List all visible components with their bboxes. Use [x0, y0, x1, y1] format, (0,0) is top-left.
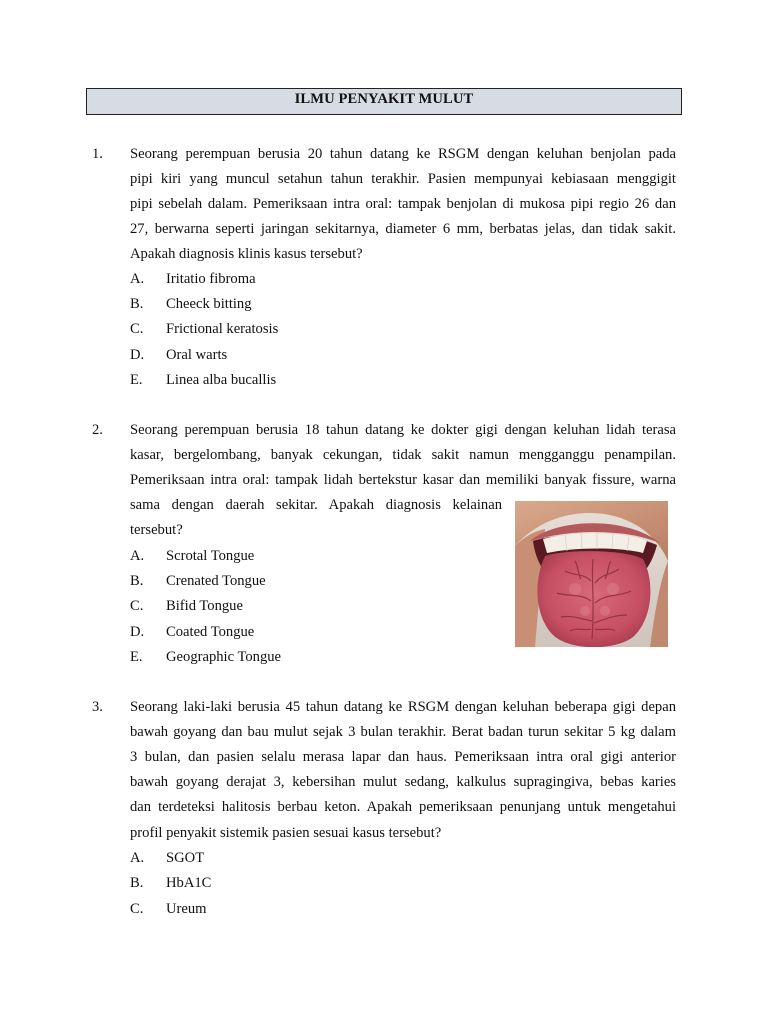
- option-letter: E.: [130, 649, 143, 665]
- option-letter: C.: [130, 901, 144, 917]
- question-number: 1.: [92, 146, 103, 162]
- question-line: 3 bulan, dan pasien selalu merasa lapar dan haus. Pemeriksaan intra oral gigi anterior: [130, 749, 676, 765]
- question-number: 3.: [92, 699, 103, 715]
- option-text: Iritatio fibroma: [166, 271, 256, 287]
- header-box: [86, 88, 682, 115]
- question-line: Seorang laki-laki berusia 45 tahun datang ke RSGM dengan keluhan beberapa gigi depan: [130, 699, 676, 715]
- question-line: profil penyakit sistemik pasien sesuai kasus tersebut?: [130, 825, 442, 841]
- question-line: Pemeriksaan intra oral: tampak lidah bertekstur kasar dan memiliki banyak fissure, warna: [130, 472, 676, 488]
- option-text: Crenated Tongue: [166, 573, 266, 589]
- option-letter: A.: [130, 548, 145, 564]
- question-line: kasar, bergelombang, banyak cekungan, tidak sakit namun mengganggu penampilan.: [130, 447, 676, 463]
- option-text: Frictional keratosis: [166, 321, 279, 337]
- option-item[interactable]: [130, 594, 243, 619]
- option-item[interactable]: [130, 620, 254, 645]
- option-item[interactable]: [130, 343, 227, 368]
- question-line: tersebut?: [130, 522, 183, 538]
- question-line: pipi kiri yang muncul setahun tahun terakhir. Pasien mempunyai kebiasaan menggigit: [130, 171, 676, 187]
- question-line: pipi sebelah dalam. Pemeriksaan intra oral: tampak benjolan di mukosa pipi regio 26 dan: [130, 196, 676, 212]
- option-text: Coated Tongue: [166, 624, 255, 640]
- option-item[interactable]: [130, 317, 278, 342]
- option-item[interactable]: [130, 368, 276, 393]
- option-item[interactable]: [130, 267, 256, 292]
- option-text: Linea alba bucallis: [166, 372, 277, 388]
- fissured-tongue-photo: [515, 501, 668, 647]
- option-letter: A.: [130, 850, 145, 866]
- option-item[interactable]: [130, 544, 254, 569]
- option-item[interactable]: [130, 292, 252, 317]
- option-letter: D.: [130, 624, 145, 640]
- question-line: Apakah diagnosis klinis kasus tersebut?: [130, 246, 363, 262]
- option-letter: C.: [130, 598, 144, 614]
- option-text: Oral warts: [166, 347, 228, 363]
- question-line: Seorang perempuan berusia 18 tahun datang ke dokter gigi dengan keluhan lidah terasa: [130, 422, 676, 438]
- page-title: ILMU PENYAKIT MULUT: [294, 91, 474, 107]
- option-text: Cheeck bitting: [166, 296, 252, 312]
- option-letter: B.: [130, 573, 144, 589]
- option-letter: A.: [130, 271, 145, 287]
- option-letter: B.: [130, 296, 144, 312]
- option-text: SGOT: [166, 850, 205, 866]
- question-line: dan terdeteksi halitosis berbau keton. Apakah pemeriksaan penunjang untuk mengetahui: [130, 799, 676, 815]
- option-item[interactable]: [130, 871, 211, 896]
- option-item[interactable]: [130, 645, 281, 670]
- option-text: Geographic Tongue: [166, 649, 282, 665]
- question-line: Seorang perempuan berusia 20 tahun datang ke RSGM dengan keluhan benjolan pada: [130, 146, 676, 162]
- question-line: 27, berwarna seperti jaringan sekitarnya, diameter 6 mm, berbatas jelas, dan tidak sakit.: [130, 221, 676, 237]
- option-letter: B.: [130, 875, 144, 891]
- option-letter: D.: [130, 347, 145, 363]
- option-item[interactable]: [130, 846, 204, 871]
- option-item[interactable]: [130, 897, 207, 922]
- question-line: sama dengan daerah sekitar. Apakah diagnosis kelainan: [130, 497, 502, 513]
- option-text: HbA1C: [166, 875, 212, 891]
- question-number: 2.: [92, 422, 103, 438]
- question-line: bawah goyang dan bau mulut sejak 3 bulan terakhir. Berat badan turun sekitar 5 kg dalam: [130, 724, 676, 740]
- option-text: Ureum: [166, 901, 207, 917]
- option-text: Bifid Tongue: [166, 598, 243, 614]
- option-item[interactable]: [130, 569, 266, 594]
- option-letter: E.: [130, 372, 143, 388]
- question-line: bawah goyang derajat 3, kebersihan mulut sedang, kalkulus supragingiva, bebas karies: [130, 774, 676, 790]
- option-letter: C.: [130, 321, 144, 337]
- option-text: Scrotal Tongue: [166, 548, 255, 564]
